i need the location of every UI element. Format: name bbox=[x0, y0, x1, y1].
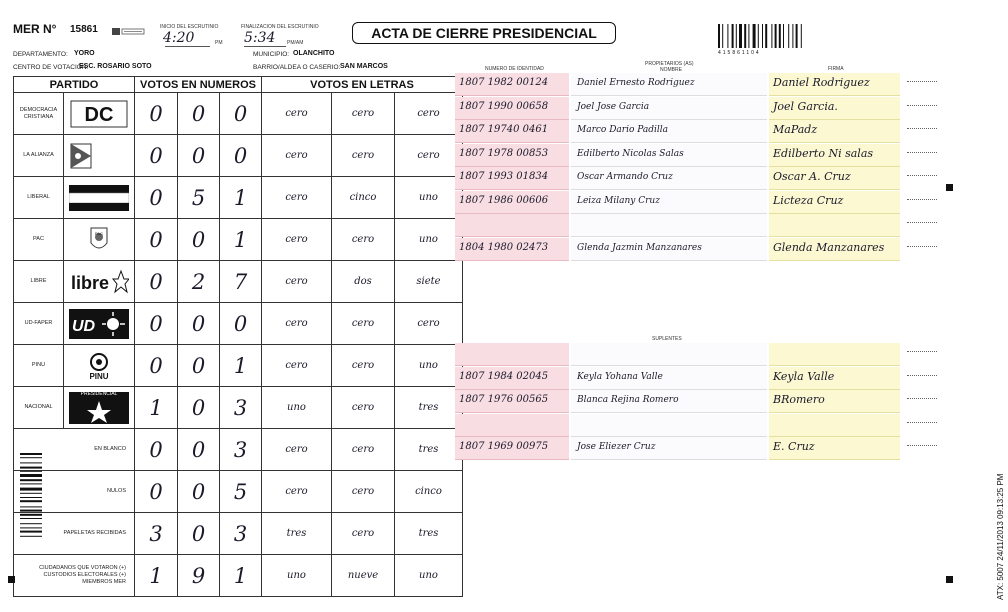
party-name: LIBERAL bbox=[14, 177, 64, 219]
municipio-label: MUNICIPIO: bbox=[253, 51, 290, 58]
member-row bbox=[455, 97, 900, 119]
member-row bbox=[455, 144, 900, 166]
final-label: FINALIZACION DEL ESCRUTINIO bbox=[241, 24, 319, 30]
municipio-value: OLANCHITO bbox=[293, 50, 335, 57]
vote-word: cero bbox=[262, 93, 332, 135]
vote-word: tres bbox=[395, 429, 463, 471]
member-row bbox=[455, 73, 900, 95]
vote-digit: 1 bbox=[220, 345, 262, 387]
svg-text:libre: libre bbox=[71, 272, 110, 293]
header-votos-letras: VOTOS EN LETRAS bbox=[262, 77, 463, 93]
member-row bbox=[455, 390, 900, 412]
vote-digit: 0 bbox=[135, 177, 178, 219]
member-id: 1807 1978 00853 bbox=[459, 147, 549, 159]
vote-digit: 7 bbox=[220, 261, 262, 303]
firma-line bbox=[907, 222, 937, 224]
side-timestamp: ATX: 5007 24/11/2013 09:13:25 PM bbox=[996, 473, 1005, 600]
vote-digit: 0 bbox=[135, 261, 178, 303]
member-name: Oscar Armando Cruz bbox=[577, 172, 673, 182]
member-id: 1807 1982 00124 bbox=[459, 77, 549, 88]
vote-digit: 1 bbox=[220, 177, 262, 219]
vote-row bbox=[14, 177, 463, 219]
vote-digit: 0 bbox=[135, 93, 178, 135]
member-row bbox=[455, 191, 900, 213]
firma-line bbox=[907, 128, 937, 130]
vote-digit: 0 bbox=[178, 135, 220, 177]
vote-word: uno bbox=[262, 555, 332, 597]
vote-word: cero bbox=[262, 303, 332, 345]
vote-row bbox=[14, 135, 463, 177]
vote-digit: 3 bbox=[220, 513, 262, 555]
vote-digit: 1 bbox=[135, 387, 178, 429]
vote-row bbox=[14, 93, 463, 135]
member-id: 1807 1984 02045 bbox=[459, 370, 549, 382]
party-name: PAC bbox=[14, 219, 64, 261]
member-signature: BRomero bbox=[773, 393, 825, 406]
col-nombre-header: NOMBRE bbox=[660, 67, 682, 73]
member-row bbox=[455, 238, 900, 260]
firma-line bbox=[907, 246, 937, 248]
firma-line bbox=[907, 375, 937, 377]
party-logo-icon bbox=[64, 177, 135, 219]
barcode-top bbox=[718, 24, 828, 48]
member-row bbox=[455, 414, 900, 436]
party-logo-icon bbox=[64, 261, 135, 303]
member-id: 1807 1969 00975 bbox=[459, 441, 549, 452]
vote-word: cinco bbox=[395, 471, 463, 513]
barrio-value: SAN MARCOS bbox=[340, 63, 388, 70]
party-name: LIBRE bbox=[14, 261, 64, 303]
centro-label: CENTRO DE VOTACION: bbox=[13, 64, 89, 71]
member-row bbox=[455, 214, 900, 236]
vote-word: cero bbox=[262, 261, 332, 303]
firma-line bbox=[907, 152, 937, 154]
row-label: NULOS bbox=[14, 471, 135, 513]
vote-word: cero bbox=[332, 513, 395, 555]
vote-word: uno bbox=[395, 219, 463, 261]
barrio-label: BARRIO/ALDEA O CASERIO: bbox=[253, 64, 341, 71]
vote-word: uno bbox=[395, 555, 463, 597]
vote-row bbox=[14, 303, 463, 345]
header-votos-numeros: VOTOS EN NUMEROS bbox=[135, 77, 262, 93]
vote-digit: 0 bbox=[178, 513, 220, 555]
firma-line bbox=[907, 422, 937, 424]
svg-text:UD: UD bbox=[72, 317, 96, 335]
svg-text:DC: DC bbox=[84, 103, 114, 126]
member-signature: Licteza Cruz bbox=[773, 193, 844, 207]
vote-digit: 5 bbox=[178, 177, 220, 219]
party-name: LA ALIANZA bbox=[14, 135, 64, 177]
vote-word: cero bbox=[262, 429, 332, 471]
vote-digit: 0 bbox=[178, 219, 220, 261]
mer-logo-icon bbox=[112, 24, 146, 35]
vote-word: cero bbox=[332, 387, 395, 429]
vote-word: cero bbox=[395, 93, 463, 135]
inicio-time: 4:20 bbox=[163, 30, 195, 46]
member-signature: Keyla Valle bbox=[773, 369, 835, 383]
vote-digit: 3 bbox=[220, 429, 262, 471]
firma-line bbox=[907, 175, 937, 177]
firma-line bbox=[907, 351, 937, 353]
vote-word: dos bbox=[332, 261, 395, 303]
party-name: NACIONAL bbox=[14, 387, 64, 429]
row-label: CIUDADANOS QUE VOTARON (+) CUSTODIOS ELECTORALES (+) MIEMBROS MER bbox=[14, 555, 135, 597]
member-signature: MaPadz bbox=[773, 123, 818, 136]
suplentes-label: SUPLENTES bbox=[652, 336, 682, 342]
barcode-top-text: 415861104 bbox=[718, 50, 761, 56]
party-logo-icon bbox=[64, 219, 135, 261]
member-id: 1807 19740 0461 bbox=[459, 124, 549, 135]
vote-digit: 1 bbox=[135, 555, 178, 597]
member-name: Edilberto Nicolas Salas bbox=[577, 148, 684, 159]
party-logo-icon bbox=[64, 93, 135, 135]
vote-word: cero bbox=[332, 303, 395, 345]
vote-word: tres bbox=[395, 513, 463, 555]
member-signature: Glenda Manzanares bbox=[773, 240, 885, 254]
vote-word: cero bbox=[262, 177, 332, 219]
vote-digit: 0 bbox=[135, 429, 178, 471]
vote-digit: 0 bbox=[220, 93, 262, 135]
member-id: 1804 1980 02473 bbox=[459, 241, 549, 253]
vote-row bbox=[14, 471, 463, 513]
vote-word: cero bbox=[262, 345, 332, 387]
party-name: PINU bbox=[14, 345, 64, 387]
vote-digit: 2 bbox=[178, 261, 220, 303]
vote-word: cero bbox=[332, 219, 395, 261]
member-id: 1807 1990 00658 bbox=[459, 100, 549, 112]
vote-digit: 0 bbox=[135, 135, 178, 177]
vote-row bbox=[14, 261, 463, 303]
vote-digit: 5 bbox=[220, 471, 262, 513]
member-id: 1807 1976 00565 bbox=[459, 394, 549, 405]
vote-word: cero bbox=[332, 345, 395, 387]
inicio-suffix: PM bbox=[215, 40, 223, 46]
vote-digit: 0 bbox=[178, 303, 220, 345]
vote-digit: 9 bbox=[178, 555, 220, 597]
vote-word: cero bbox=[332, 135, 395, 177]
party-logo-icon bbox=[64, 135, 135, 177]
vote-digit: 0 bbox=[178, 471, 220, 513]
col-firma-header: FIRMA bbox=[828, 66, 844, 72]
firma-line bbox=[907, 105, 937, 107]
vote-digit: 0 bbox=[220, 303, 262, 345]
row-label: EN BLANCO bbox=[14, 429, 135, 471]
vote-word: nueve bbox=[332, 555, 395, 597]
vote-row bbox=[14, 387, 463, 429]
vote-word: cero bbox=[332, 93, 395, 135]
member-signature: Oscar A. Cruz bbox=[773, 170, 851, 183]
vote-word: cero bbox=[395, 303, 463, 345]
final-suffix: PM/AM bbox=[287, 40, 304, 46]
vote-digit: 0 bbox=[178, 429, 220, 471]
vote-digit: 0 bbox=[135, 219, 178, 261]
col-propietarios-header: PROPIETARIOS (AS) bbox=[645, 61, 694, 67]
vote-word: cero bbox=[332, 471, 395, 513]
vote-row bbox=[14, 345, 463, 387]
member-signature: E. Cruz bbox=[773, 440, 815, 453]
vote-digit: 0 bbox=[220, 135, 262, 177]
member-signature: Joel Garcia. bbox=[773, 99, 838, 113]
inicio-label: INICIO DEL ESCRUTINIO bbox=[160, 24, 219, 30]
member-signature: Daniel Rodriguez bbox=[773, 76, 870, 89]
party-name: UD-FAPER bbox=[14, 303, 64, 345]
votes-table bbox=[13, 76, 463, 597]
member-name: Keyla Yohana Valle bbox=[577, 371, 663, 382]
vote-word: siete bbox=[395, 261, 463, 303]
member-row bbox=[455, 437, 900, 459]
col-id-header: NUMERO DE IDENTIDAD bbox=[485, 66, 544, 72]
vote-word: uno bbox=[262, 387, 332, 429]
firma-line bbox=[907, 445, 937, 447]
member-name: Daniel Ernesto Rodriguez bbox=[577, 78, 695, 88]
member-signature: Edilberto Ni salas bbox=[773, 146, 874, 160]
vote-word: cero bbox=[332, 429, 395, 471]
member-name: Leiza Milany Cruz bbox=[577, 195, 660, 206]
member-name: Joel Jose Garcia bbox=[577, 101, 650, 112]
barcode-left bbox=[20, 453, 42, 563]
vote-row bbox=[14, 219, 463, 261]
acta-title: ACTA DE CIERRE PRESIDENCIAL bbox=[352, 22, 616, 44]
vote-word: uno bbox=[395, 177, 463, 219]
departamento-label: DEPARTAMENTO: bbox=[13, 51, 68, 58]
party-name: DEMOCRACIA CRISTIANA bbox=[14, 93, 64, 135]
firma-line bbox=[907, 81, 937, 83]
party-logo-icon bbox=[64, 345, 135, 387]
vote-word: cero bbox=[262, 135, 332, 177]
member-name: Blanca Rejina Romero bbox=[577, 395, 679, 405]
vote-word: cero bbox=[262, 219, 332, 261]
svg-text:PAC: PAC bbox=[95, 230, 103, 236]
svg-text:PINU: PINU bbox=[89, 371, 109, 381]
row-label: PAPELETAS RECIBIDAS bbox=[14, 513, 135, 555]
header-partido: PARTIDO bbox=[14, 77, 135, 93]
member-row bbox=[455, 343, 900, 365]
vote-digit: 0 bbox=[135, 471, 178, 513]
party-logo-icon bbox=[64, 303, 135, 345]
registration-mark bbox=[946, 576, 953, 583]
vote-word: cero bbox=[395, 135, 463, 177]
member-row bbox=[455, 367, 900, 389]
firma-line bbox=[907, 199, 937, 201]
centro-value: ESC. ROSARIO SOTO bbox=[79, 63, 152, 70]
member-id: 1807 1993 01834 bbox=[459, 171, 549, 182]
member-id: 1807 1986 00606 bbox=[459, 194, 549, 206]
vote-digit: 1 bbox=[220, 555, 262, 597]
registration-mark bbox=[946, 184, 953, 191]
firma-line bbox=[907, 398, 937, 400]
vote-word: cinco bbox=[332, 177, 395, 219]
mer-number: 15861 bbox=[70, 24, 98, 35]
vote-row bbox=[14, 555, 463, 597]
vote-digit: 3 bbox=[220, 387, 262, 429]
vote-word: tres bbox=[262, 513, 332, 555]
vote-digit: 0 bbox=[178, 345, 220, 387]
vote-digit: 0 bbox=[178, 387, 220, 429]
vote-digit: 1 bbox=[220, 219, 262, 261]
vote-word: tres bbox=[395, 387, 463, 429]
final-time: 5:34 bbox=[244, 30, 276, 46]
vote-row bbox=[14, 429, 463, 471]
presidencial-label: PRESIDENCIAL bbox=[80, 390, 118, 397]
registration-mark bbox=[8, 576, 15, 583]
member-name: Glenda Jazmin Manzanares bbox=[577, 242, 702, 253]
vote-row bbox=[14, 513, 463, 555]
vote-digit: 3 bbox=[135, 513, 178, 555]
vote-digit: 0 bbox=[135, 303, 178, 345]
member-name: Jose Eliezer Cruz bbox=[577, 442, 656, 452]
departamento-value: YORO bbox=[74, 50, 95, 57]
vote-digit: 0 bbox=[178, 93, 220, 135]
member-row bbox=[455, 167, 900, 189]
member-name: Marco Dario Padilla bbox=[577, 125, 669, 135]
party-logo-icon bbox=[64, 387, 135, 429]
vote-word: uno bbox=[395, 345, 463, 387]
vote-digit: 0 bbox=[135, 345, 178, 387]
vote-word: cero bbox=[262, 471, 332, 513]
member-row bbox=[455, 120, 900, 142]
mer-label: MER N° bbox=[13, 22, 57, 36]
